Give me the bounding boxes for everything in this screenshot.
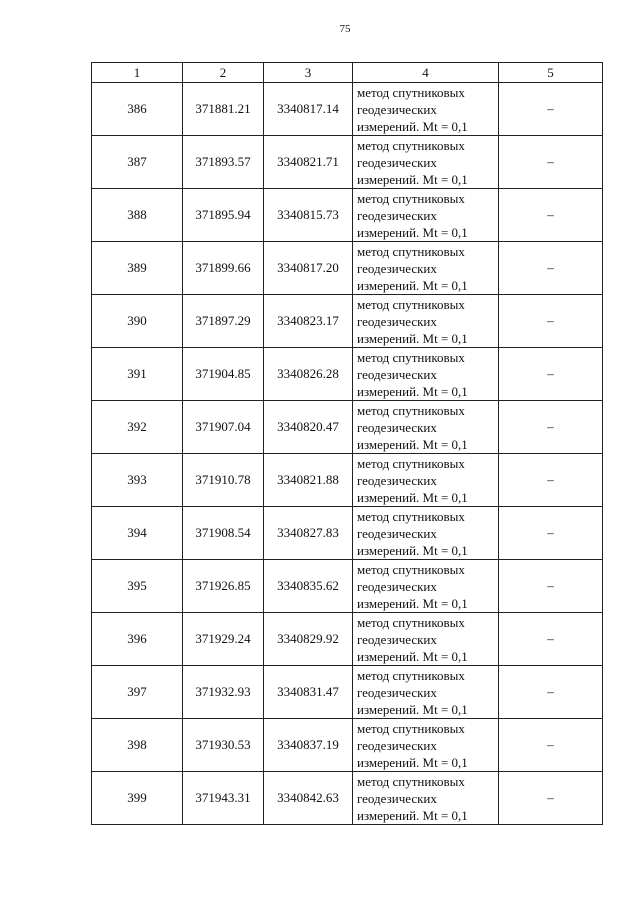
- method-cell: [353, 189, 499, 242]
- y-coordinate-cell: 3340823.17: [264, 295, 353, 348]
- y-coordinate-cell: 3340815.73: [264, 189, 353, 242]
- method-line: измерений. Mt = 0,1: [357, 542, 468, 558]
- method-line: метод спутниковых: [357, 773, 465, 789]
- x-coordinate-cell: 371910.78: [183, 454, 264, 507]
- table-row: [92, 242, 603, 295]
- point-number-cell: 399: [92, 772, 183, 825]
- note-cell: –: [499, 401, 603, 454]
- column-header: 3: [264, 63, 353, 83]
- method-line: метод спутниковых: [357, 349, 465, 365]
- point-number-cell: 395: [92, 560, 183, 613]
- y-coordinate-cell: 3340835.62: [264, 560, 353, 613]
- y-coordinate-cell: 3340842.63: [264, 772, 353, 825]
- point-number-cell: 398: [92, 719, 183, 772]
- method-line: метод спутниковых: [357, 455, 465, 471]
- method-line: измерений. Mt = 0,1: [357, 118, 468, 134]
- method-line: измерений. Mt = 0,1: [357, 754, 468, 770]
- x-coordinate-cell: 371897.29: [183, 295, 264, 348]
- x-coordinate-cell: 371908.54: [183, 507, 264, 560]
- note-cell: –: [499, 242, 603, 295]
- note-cell: –: [499, 772, 603, 825]
- note-cell: –: [499, 83, 603, 136]
- method-cell: [353, 719, 499, 772]
- method-line: метод спутниковых: [357, 614, 465, 630]
- method-line: измерений. Mt = 0,1: [357, 701, 468, 717]
- method-line: геодезических: [357, 419, 437, 435]
- x-coordinate-cell: 371926.85: [183, 560, 264, 613]
- point-number-cell: 396: [92, 613, 183, 666]
- method-line: геодезических: [357, 631, 437, 647]
- method-cell: [353, 560, 499, 613]
- note-cell: –: [499, 719, 603, 772]
- table-row: [92, 136, 603, 189]
- table-row: [92, 666, 603, 719]
- method-line: геодезических: [357, 154, 437, 170]
- method-line: метод спутниковых: [357, 296, 465, 312]
- table-row: [92, 83, 603, 136]
- method-line: геодезических: [357, 472, 437, 488]
- y-coordinate-cell: 3340827.83: [264, 507, 353, 560]
- method-line: геодезических: [357, 525, 437, 541]
- column-header: 4: [353, 63, 499, 83]
- method-line: измерений. Mt = 0,1: [357, 171, 468, 187]
- y-coordinate-cell: 3340826.28: [264, 348, 353, 401]
- method-line: метод спутниковых: [357, 508, 465, 524]
- page-number: 75: [339, 23, 351, 35]
- column-header: 5: [499, 63, 603, 83]
- y-coordinate-cell: 3340817.20: [264, 242, 353, 295]
- point-number-cell: 390: [92, 295, 183, 348]
- point-number-cell: 391: [92, 348, 183, 401]
- note-cell: –: [499, 613, 603, 666]
- x-coordinate-cell: 371907.04: [183, 401, 264, 454]
- x-coordinate-cell: 371929.24: [183, 613, 264, 666]
- table-body: [92, 83, 603, 825]
- method-line: геодезических: [357, 790, 437, 806]
- method-line: метод спутниковых: [357, 137, 465, 153]
- method-line: измерений. Mt = 0,1: [357, 383, 468, 399]
- method-line: измерений. Mt = 0,1: [357, 648, 468, 664]
- method-cell: [353, 295, 499, 348]
- note-cell: –: [499, 348, 603, 401]
- point-number-cell: 393: [92, 454, 183, 507]
- method-line: геодезических: [357, 207, 437, 223]
- method-cell: [353, 613, 499, 666]
- y-coordinate-cell: 3340837.19: [264, 719, 353, 772]
- method-line: метод спутниковых: [357, 190, 465, 206]
- method-line: геодезических: [357, 366, 437, 382]
- table-row: [92, 719, 603, 772]
- point-number-cell: 389: [92, 242, 183, 295]
- y-coordinate-cell: 3340821.88: [264, 454, 353, 507]
- x-coordinate-cell: 371943.31: [183, 772, 264, 825]
- point-number-cell: 386: [92, 83, 183, 136]
- method-line: геодезических: [357, 737, 437, 753]
- method-line: метод спутниковых: [357, 561, 465, 577]
- y-coordinate-cell: 3340820.47: [264, 401, 353, 454]
- method-cell: [353, 507, 499, 560]
- x-coordinate-cell: 371893.57: [183, 136, 264, 189]
- table-row: [92, 772, 603, 825]
- note-cell: –: [499, 189, 603, 242]
- y-coordinate-cell: 3340817.14: [264, 83, 353, 136]
- column-header: 1: [92, 63, 183, 83]
- note-cell: –: [499, 560, 603, 613]
- method-line: метод спутниковых: [357, 720, 465, 736]
- table-row: [92, 348, 603, 401]
- table-row: [92, 560, 603, 613]
- method-cell: [353, 242, 499, 295]
- method-line: геодезических: [357, 260, 437, 276]
- note-cell: –: [499, 666, 603, 719]
- y-coordinate-cell: 3340831.47: [264, 666, 353, 719]
- table-row: [92, 507, 603, 560]
- point-number-cell: 392: [92, 401, 183, 454]
- point-number-cell: 387: [92, 136, 183, 189]
- point-number-cell: 394: [92, 507, 183, 560]
- method-cell: [353, 401, 499, 454]
- x-coordinate-cell: 371932.93: [183, 666, 264, 719]
- method-line: измерений. Mt = 0,1: [357, 277, 468, 293]
- table-header-row: [92, 63, 603, 83]
- x-coordinate-cell: 371899.66: [183, 242, 264, 295]
- method-line: метод спутниковых: [357, 84, 465, 100]
- column-header: 2: [183, 63, 264, 83]
- method-line: измерений. Mt = 0,1: [357, 330, 468, 346]
- method-cell: [353, 666, 499, 719]
- method-cell: [353, 348, 499, 401]
- y-coordinate-cell: 3340821.71: [264, 136, 353, 189]
- method-line: измерений. Mt = 0,1: [357, 224, 468, 240]
- method-line: измерений. Mt = 0,1: [357, 489, 468, 505]
- method-line: геодезических: [357, 101, 437, 117]
- table-row: [92, 401, 603, 454]
- method-line: измерений. Mt = 0,1: [357, 595, 468, 611]
- method-line: геодезических: [357, 684, 437, 700]
- method-line: измерений. Mt = 0,1: [357, 807, 468, 823]
- method-cell: [353, 83, 499, 136]
- table-row: [92, 189, 603, 242]
- x-coordinate-cell: 371930.53: [183, 719, 264, 772]
- coordinates-table: [91, 62, 603, 825]
- method-line: геодезических: [357, 313, 437, 329]
- x-coordinate-cell: 371904.85: [183, 348, 264, 401]
- note-cell: –: [499, 136, 603, 189]
- table-row: [92, 295, 603, 348]
- method-line: геодезических: [357, 578, 437, 594]
- x-coordinate-cell: 371895.94: [183, 189, 264, 242]
- y-coordinate-cell: 3340829.92: [264, 613, 353, 666]
- method-cell: [353, 454, 499, 507]
- note-cell: –: [499, 507, 603, 560]
- note-cell: –: [499, 454, 603, 507]
- point-number-cell: 388: [92, 189, 183, 242]
- method-line: метод спутниковых: [357, 243, 465, 259]
- note-cell: –: [499, 295, 603, 348]
- table-row: [92, 454, 603, 507]
- method-line: метод спутниковых: [357, 667, 465, 683]
- x-coordinate-cell: 371881.21: [183, 83, 264, 136]
- method-cell: [353, 772, 499, 825]
- method-line: измерений. Mt = 0,1: [357, 436, 468, 452]
- method-cell: [353, 136, 499, 189]
- method-line: метод спутниковых: [357, 402, 465, 418]
- table-row: [92, 613, 603, 666]
- point-number-cell: 397: [92, 666, 183, 719]
